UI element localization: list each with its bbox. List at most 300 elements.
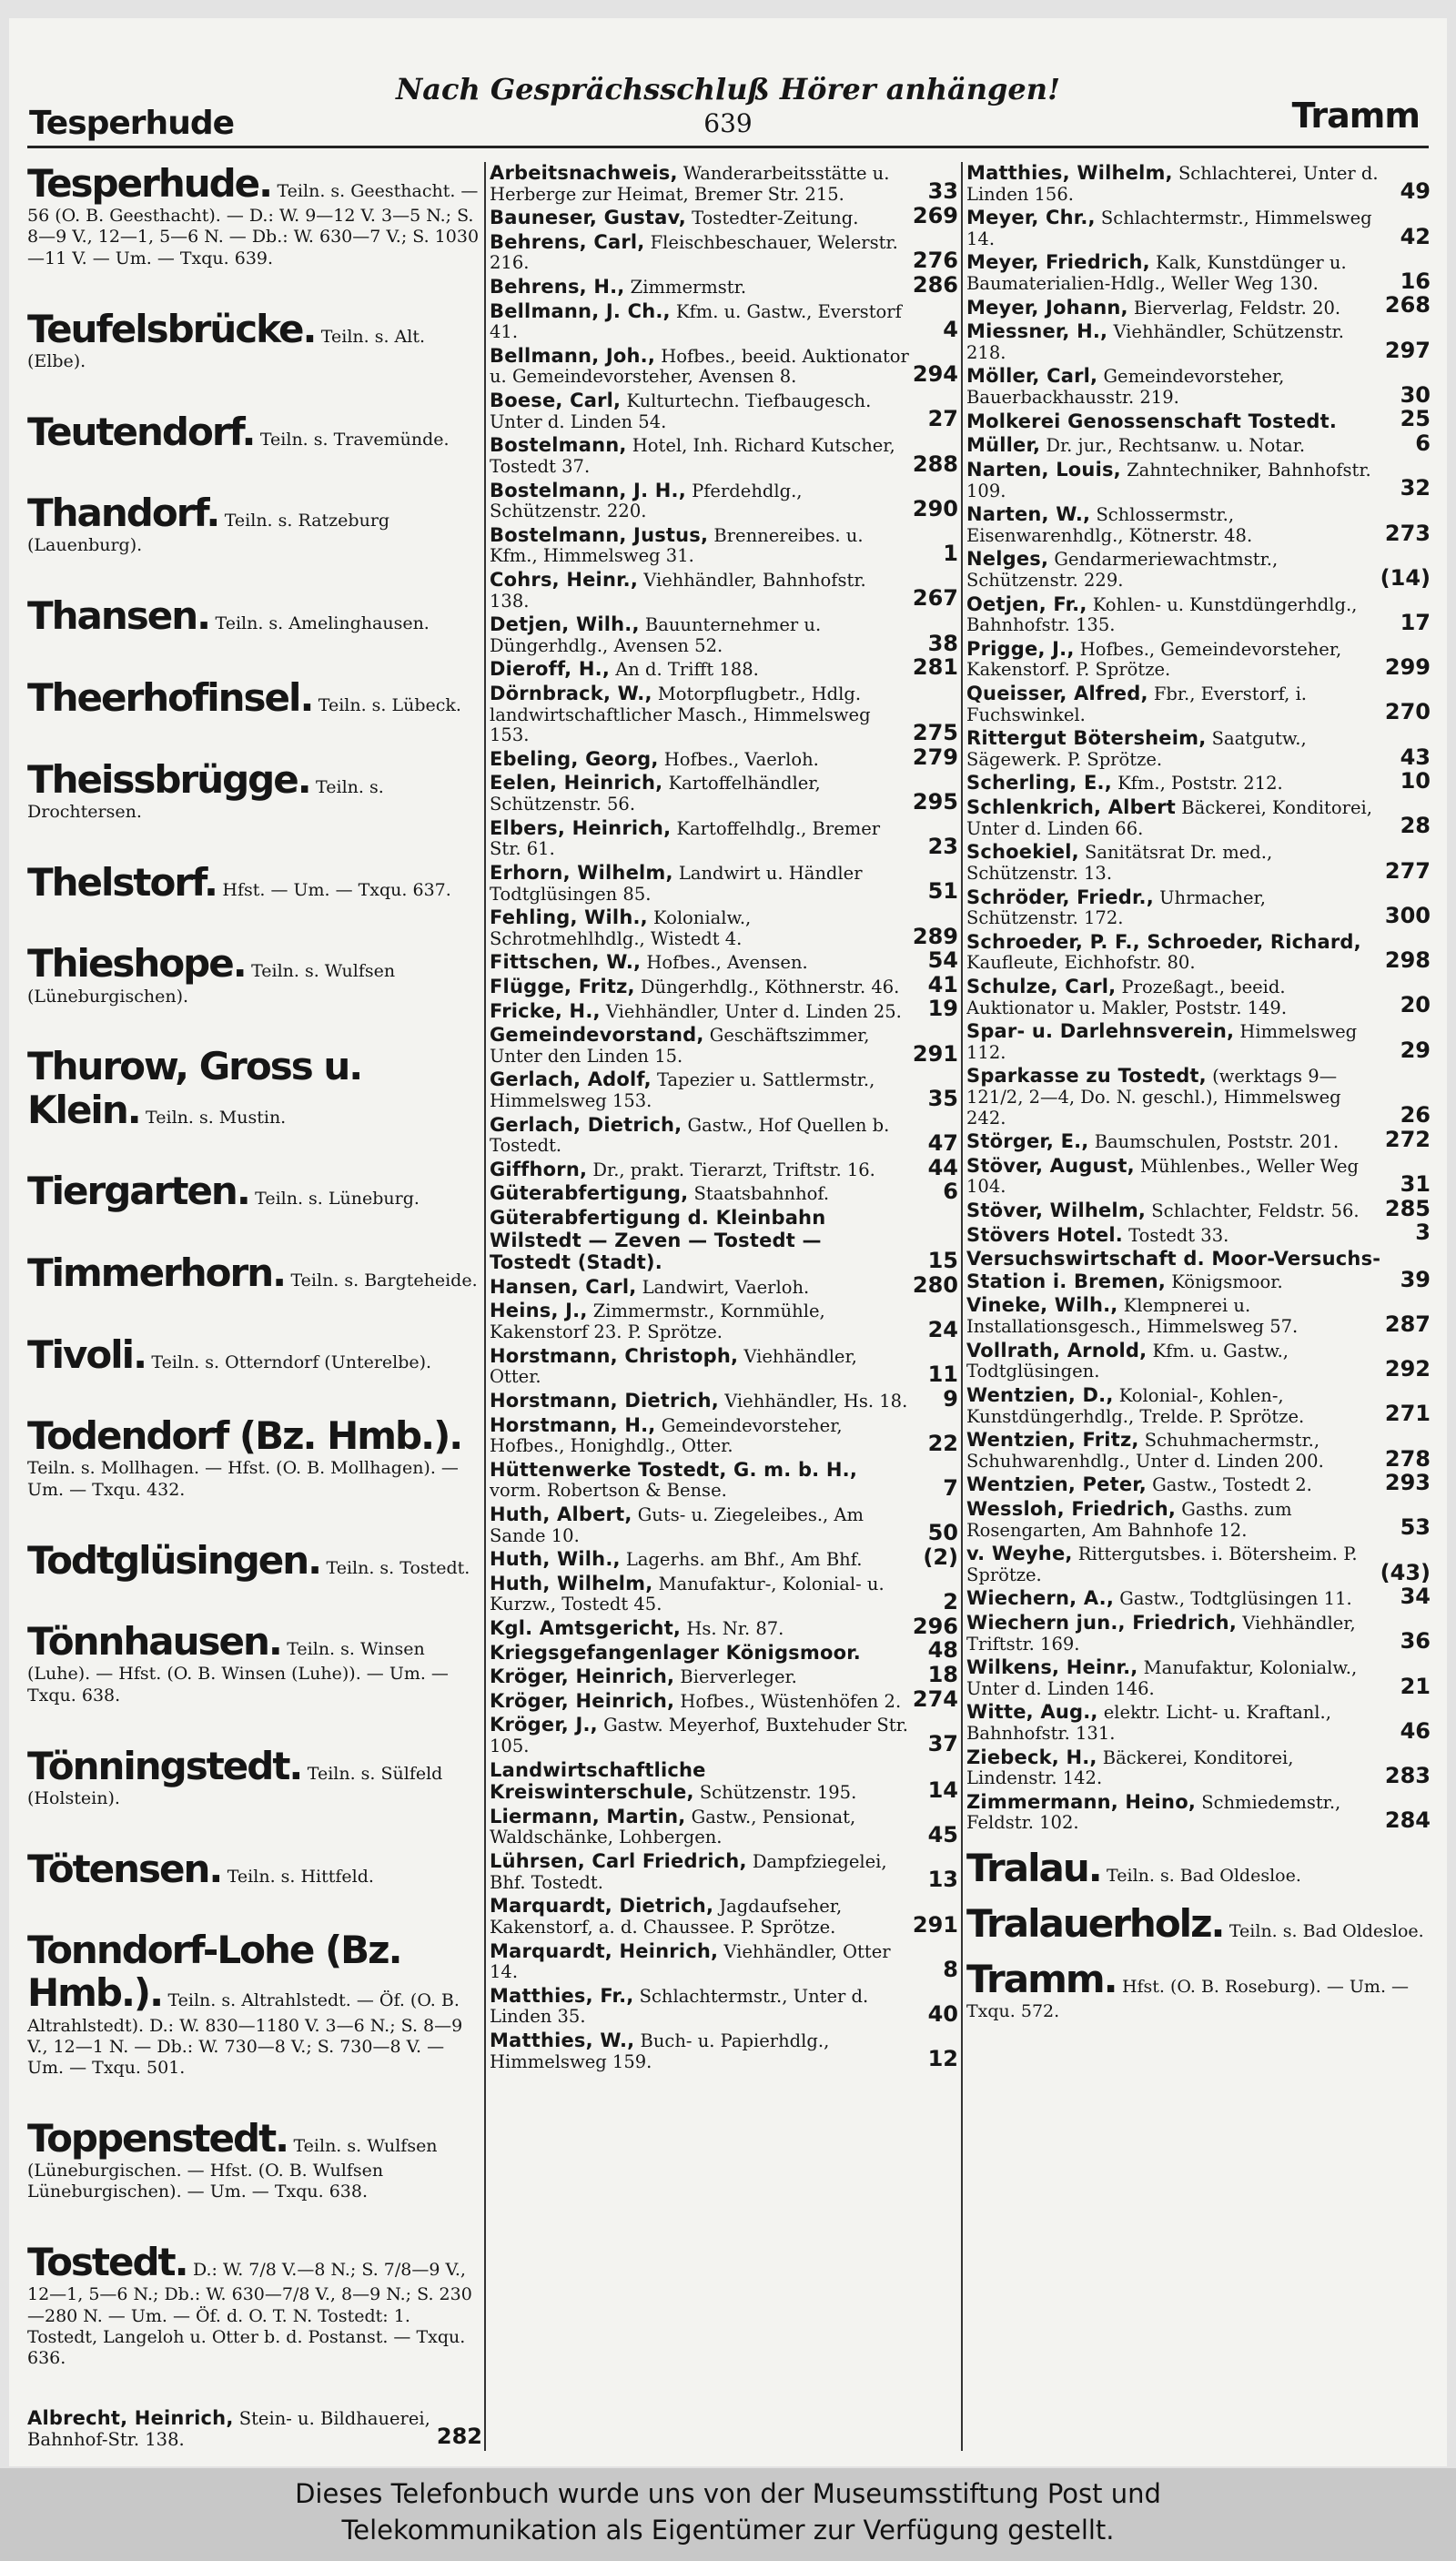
place-name: Tostedt. xyxy=(27,2240,187,2285)
phone-number: 277 xyxy=(1384,857,1431,884)
subscriber-name: Huth, Wilhelm, xyxy=(490,1572,653,1594)
subscriber-name: Vineke, Wilh., xyxy=(966,1294,1118,1317)
subscriber-entry xyxy=(966,1656,1431,1699)
subscriber-name: Cohrs, Heinr., xyxy=(490,568,639,591)
subscriber-name: Horstmann, H., xyxy=(490,1413,656,1436)
place-entry xyxy=(27,1620,482,1706)
subscriber-details: Viehhändler, Schützenstr. 218. xyxy=(966,321,1344,363)
subscriber-entry xyxy=(966,1195,1431,1222)
place-name: Tesperhude. xyxy=(27,162,272,206)
subscriber-details: Gastw., Pensionat, Waldschänke, Lohbergen. xyxy=(490,1806,856,1848)
phone-number: 300 xyxy=(1384,902,1431,928)
subscriber-entry xyxy=(490,1662,958,1688)
place-details: Hfst. (O. B. Roseburg). — Um. — Txqu. 572. xyxy=(966,1977,1410,2022)
place-entry xyxy=(27,1928,482,2078)
subscriber-details: Pferdehdlg., Schützenstr. 220. xyxy=(490,480,803,522)
subscriber-details: Tapezier u. Sattlermstr., Himmelsweg 153. xyxy=(490,1069,875,1111)
subscriber-name: Narten, W., xyxy=(966,503,1091,526)
subscriber-details: Prozeßagt., beeid. Auktionator u. Makler, Poststr. 149. xyxy=(966,976,1288,1018)
place-name: Tonndorf-Lohe (Bz. Hmb.). xyxy=(27,1928,401,2016)
subscriber-name: Landwirtschaftliche Kreiswinterschule, xyxy=(490,1758,706,1804)
subscriber-details: Saatgutw., Sägewerk. P. Sprötze. xyxy=(966,728,1307,770)
place-entry xyxy=(27,1169,482,1212)
phone-number: 293 xyxy=(1384,1470,1431,1496)
subscriber-name: Sparkasse zu Tostedt, xyxy=(966,1065,1207,1088)
subscriber-name: Vollrath, Arnold, xyxy=(966,1339,1148,1361)
column-divider xyxy=(484,162,486,2451)
subscriber-name: Behrens, Carl, xyxy=(490,230,645,253)
place-entry xyxy=(27,594,482,637)
subscriber-entry xyxy=(966,1384,1431,1427)
subscriber-name: Gerlach, Adolf, xyxy=(490,1068,652,1091)
subscriber-details: Königsmoor. xyxy=(1171,1270,1283,1292)
phone-number: 286 xyxy=(912,271,958,298)
subscriber-details: Landwirt, Vaerloh. xyxy=(642,1276,810,1298)
subscriber-entry xyxy=(490,1714,958,1756)
header-last-keyword: Tramm xyxy=(1291,96,1420,136)
phone-number: 18 xyxy=(927,1662,958,1687)
subscriber-details: An d. Trifft 188. xyxy=(615,659,759,681)
phone-number: 17 xyxy=(1400,609,1431,635)
phone-number: 271 xyxy=(1384,1401,1431,1427)
phone-number: 42 xyxy=(1400,223,1431,249)
phone-number: 288 xyxy=(912,450,958,477)
place-name: Tiergarten. xyxy=(27,1169,249,1214)
subscriber-name: Queisser, Alfred, xyxy=(966,683,1148,705)
subscriber-details: Schmiedemstr., Feldstr. 102. xyxy=(966,1791,1341,1834)
phone-number: 31 xyxy=(1400,1171,1431,1198)
phone-number: 34 xyxy=(1400,1584,1431,1610)
subscriber-entry xyxy=(490,906,958,949)
column-divider xyxy=(961,162,963,2451)
place-details: Teiln. s. Lübeck. xyxy=(318,695,461,715)
subscriber-details: Mühlenbes., Weller Weg 104. xyxy=(966,1155,1360,1198)
place-entry xyxy=(27,1414,482,1500)
subscriber-entry xyxy=(966,1126,1431,1153)
phone-number: 32 xyxy=(1400,475,1431,501)
place-details: Teiln. s. Lüneburg. xyxy=(255,1189,420,1210)
place-details: Teiln. s. Mustin. xyxy=(146,1107,287,1128)
subscriber-details: Hotel, Inh. Richard Kutscher, Tostedt 37. xyxy=(490,435,895,477)
subscriber-entry xyxy=(490,480,958,522)
phone-number: 41 xyxy=(927,971,958,997)
place-details: Teiln. s. Bargteheide. xyxy=(290,1270,478,1291)
place-details: Teiln. s. Otterndorf (Unterelbe). xyxy=(151,1351,432,1372)
subscriber-details: Kartoffelhdlg., Bremer Str. 61. xyxy=(490,817,881,860)
phone-number: 285 xyxy=(1384,1195,1431,1221)
phone-number: (2) xyxy=(923,1544,958,1570)
subscriber-entry xyxy=(966,1065,1431,1129)
subscriber-details: Kfm. u. Gastw., Everstorf 41. xyxy=(490,300,902,343)
phone-number: 1 xyxy=(943,541,958,567)
subscriber-details: Uhrmacher, Schützenstr. 172. xyxy=(966,886,1266,929)
place-details: Teiln. s. Tostedt. xyxy=(326,1557,470,1578)
subscriber-name: Boese, Carl, xyxy=(490,390,622,412)
subscriber-name: Miessner, H., xyxy=(966,320,1108,343)
subscriber-name: Wiechern, A., xyxy=(966,1587,1115,1610)
subscriber-entry xyxy=(490,947,958,974)
place-details: Teiln. s. Drochtersen. xyxy=(27,776,384,822)
subscriber-details: Hs. Nr. 87. xyxy=(686,1618,784,1639)
subscriber-details: Gemeindevorsteher, Hofbes., Honighdlg., Otter. xyxy=(490,1414,843,1457)
phone-number: 43 xyxy=(1400,744,1431,770)
subscriber-entry xyxy=(490,300,958,343)
subscriber-details: Hofbes., Wüstenhöfen 2. xyxy=(680,1690,902,1712)
subscriber-details: Viehhändler, Hs. 18. xyxy=(724,1390,908,1412)
subscriber-entry xyxy=(966,976,1431,1018)
phone-number: 12 xyxy=(927,2046,958,2072)
subscriber-entry xyxy=(490,162,958,205)
subscriber-name: Scherling, E., xyxy=(966,772,1112,795)
subscriber-details: Kohlen- u. Kunstdüngerhdlg., Bahnhofstr. 135. xyxy=(966,593,1358,636)
subscriber-name: Schroeder, P. F., Schroeder, Richard, xyxy=(966,930,1361,953)
subscriber-name: Schlenkrich, Albert xyxy=(966,796,1177,819)
phone-number: 294 xyxy=(912,361,958,388)
subscriber-name: Wentzien, D., xyxy=(966,1383,1114,1406)
phone-number: 6 xyxy=(943,1179,958,1205)
phone-number: 296 xyxy=(912,1613,958,1639)
subscriber-name: Ziebeck, H., xyxy=(966,1746,1097,1768)
subscriber-entry xyxy=(490,654,958,681)
phone-number: 19 xyxy=(927,996,958,1022)
subscriber-name: Behrens, H., xyxy=(490,276,625,299)
subscriber-details: Hofbes., Gemeindevorsteher, Kakenstorf. P. Sprötze. xyxy=(966,638,1342,681)
subscriber-entry xyxy=(490,1985,958,2028)
phone-number: 49 xyxy=(1400,178,1431,205)
subscriber-entry xyxy=(27,2407,482,2450)
header-notice: Nach Gesprächsschluß Hörer anhängen! xyxy=(395,72,1061,106)
phone-number: 7 xyxy=(943,1475,958,1502)
subscriber-name: Bostelmann, xyxy=(490,434,627,457)
subscriber-name: Meyer, Friedrich, xyxy=(966,251,1150,274)
subscriber-entry xyxy=(490,613,958,656)
place-name: Theerhofinsel. xyxy=(27,675,313,720)
subscriber-details: Dr. jur., Rechtsanw. u. Notar. xyxy=(1046,435,1306,457)
phone-number: 284 xyxy=(1384,1807,1431,1834)
subscriber-details: Fleischbeschauer, Welerstr. 216. xyxy=(490,231,898,274)
subscriber-details: (werktags 9—121/2, 2—4, Do. N. geschl.), Himmelsweg 242. xyxy=(966,1066,1341,1129)
subscriber-details: Düngerhdlg., Köthnerstr. 46. xyxy=(640,976,900,997)
subscriber-name: Schulze, Carl, xyxy=(966,975,1117,997)
page-number: 639 xyxy=(703,108,753,138)
subscriber-entry xyxy=(490,1114,958,1157)
subscriber-details: Gemeindevorsteher, Bauerbackhausstr. 219. xyxy=(966,366,1285,409)
subscriber-details: Klempnerei u. Installationsgesch., Himmelsweg 57. xyxy=(966,1295,1299,1338)
subscriber-name: Dörnbrack, W., xyxy=(490,683,652,705)
subscriber-details: Staatsbahnhof. xyxy=(693,1183,830,1205)
phone-number: 13 xyxy=(927,1867,958,1893)
subscriber-name: Marquardt, Heinrich, xyxy=(490,1939,719,1962)
subscriber-details: Gastw., Hof Quellen b. Tostedt. xyxy=(490,1114,890,1157)
subscriber-details: Schlossermstr., Eisenwarenhdlg., Kötnerstr. 48. xyxy=(966,504,1253,546)
place-entry xyxy=(27,861,482,904)
subscriber-details: Viehhändler, Bahnhofstr. 138. xyxy=(490,569,866,612)
phone-number: 291 xyxy=(912,1040,958,1067)
phone-number: 22 xyxy=(927,1430,958,1456)
column-3 xyxy=(966,162,1431,2455)
subscriber-entry xyxy=(966,638,1431,681)
subscriber-name: Huth, Wilh., xyxy=(490,1548,621,1571)
place-details: Teiln. s. Travemünde. xyxy=(259,429,450,450)
subscriber-details: Viehhändler, Otter 14. xyxy=(490,1940,891,1983)
place-name: Tötensen. xyxy=(27,1846,222,1891)
subscriber-entry xyxy=(490,1300,958,1342)
subscriber-name: Hansen, Carl, xyxy=(490,1275,637,1298)
subscriber-entry xyxy=(490,1459,958,1502)
place-name: Thieshope. xyxy=(27,941,246,987)
subscriber-details: Kfm., Poststr. 212. xyxy=(1117,773,1283,795)
subscriber-name: Dieroff, H., xyxy=(490,658,610,681)
phone-number: 48 xyxy=(927,1637,958,1664)
subscriber-details: Bäckerei, Konditorei, Unter d. Linden 66. xyxy=(966,797,1372,839)
subscriber-name: Schoekiel, xyxy=(966,841,1079,864)
subscriber-name: Erhorn, Wilhelm, xyxy=(490,861,673,884)
subscriber-name: Kröger, Heinrich, xyxy=(490,1689,675,1712)
subscriber-name: Kriegsgefangenlager Königsmoor. xyxy=(490,1641,861,1664)
header-first-keyword: Tesperhude xyxy=(29,105,235,142)
subscriber-name: Elbers, Heinrich, xyxy=(490,816,672,839)
subscriber-details: Schlachterei, Unter d. Linden 156. xyxy=(966,163,1379,205)
place-details: Teiln. s. Wulfsen (Lüneburgischen. — Hfst. (O. B. Wulfsen Lüneburgischen). — Um. — Txqu. 638. xyxy=(27,2136,438,2202)
place-details: Teiln. s. Alt. (Elbe). xyxy=(27,326,426,371)
subscriber-details: Buch- u. Papierhdlg., Himmelsweg 159. xyxy=(490,2030,830,2072)
phone-number: 281 xyxy=(912,654,958,681)
subscriber-name: Heins, J., xyxy=(490,1300,588,1322)
subscriber-entry xyxy=(490,996,958,1023)
subscriber-entry xyxy=(966,1155,1431,1198)
subscriber-entry xyxy=(966,459,1431,501)
subscriber-details: Schützenstr. 195. xyxy=(699,1782,857,1804)
subscriber-entry xyxy=(490,1024,958,1067)
subscriber-entry xyxy=(490,1613,958,1640)
subscriber-entry xyxy=(966,931,1431,974)
place-details: Teiln. s. Wulfsen (Lüneburgischen). xyxy=(27,961,396,1007)
subscriber-entry xyxy=(966,1470,1431,1496)
subscriber-entry xyxy=(490,1850,958,1893)
phone-number: 272 xyxy=(1384,1126,1431,1152)
place-details: Teiln. s. Mollhagen. — Hfst. (O. B. Mollhagen). — Um. — Txqu. 432. xyxy=(27,1458,459,1500)
subscriber-name: Huth, Albert, xyxy=(490,1503,632,1525)
phone-number: 273 xyxy=(1384,520,1431,546)
subscriber-name: Giffhorn, xyxy=(490,1158,588,1180)
subscriber-entry xyxy=(966,1746,1431,1789)
place-name: Todendorf (Bz. Hmb.). xyxy=(27,1413,462,1459)
subscriber-name: Kgl. Amtsgericht, xyxy=(490,1617,682,1639)
place-details: Teiln. s. Bad Oldesloe. xyxy=(1107,1866,1301,1887)
subscriber-entry xyxy=(490,2030,958,2072)
subscriber-name: Narten, Louis, xyxy=(966,458,1121,481)
subscriber-entry xyxy=(966,365,1431,408)
subscriber-details: Dampfziegelei, Bhf. Tostedt. xyxy=(490,1851,887,1893)
place-entry xyxy=(27,2241,482,2368)
place-entry xyxy=(966,1958,1431,2021)
place-entry xyxy=(27,1847,482,1890)
subscriber-entry xyxy=(490,1759,958,1804)
subscriber-entry xyxy=(490,231,958,274)
place-entry xyxy=(27,942,482,1006)
subscriber-entry xyxy=(966,1701,1431,1744)
subscriber-entry xyxy=(966,1584,1431,1610)
subscriber-entry xyxy=(966,1340,1431,1382)
subscriber-details: Gastw. Meyerhof, Buxtehuder Str. 105. xyxy=(490,1715,908,1757)
subscriber-details: Gasths. zum Rosengarten, Am Bahnhofe 12. xyxy=(966,1498,1292,1541)
phone-number: 23 xyxy=(927,834,958,860)
phone-number: 35 xyxy=(927,1085,958,1111)
phone-number: 2 xyxy=(943,1589,958,1615)
subscriber-name: Horstmann, Dietrich, xyxy=(490,1389,719,1412)
phone-number: 276 xyxy=(912,248,958,274)
subscriber-details: Hofbes., Avensen. xyxy=(646,952,808,974)
subscriber-details: Zahntechniker, Bahnhofstr. 109. xyxy=(966,459,1371,501)
subscriber-details: Landwirt u. Händler Todtglüsingen 85. xyxy=(490,862,863,905)
subscriber-name: Fricke, H., xyxy=(490,999,601,1022)
phone-number: 3 xyxy=(1415,1220,1431,1246)
subscriber-entry xyxy=(966,1294,1431,1337)
phone-number: 4 xyxy=(943,317,958,343)
subscriber-name: Matthies, W., xyxy=(490,2029,635,2051)
subscriber-name: Versuchswirtschaft d. Moor-Versuchs-Station i. Bremen, xyxy=(966,1248,1381,1292)
phone-number: 21 xyxy=(1400,1673,1431,1699)
place-name: Tralau. xyxy=(966,1846,1101,1891)
subscriber-entry xyxy=(490,862,958,905)
place-name: Tönnhausen. xyxy=(27,1619,281,1665)
subscriber-details: Guts- u. Ziegeleibes., Am Sande 10. xyxy=(490,1503,864,1546)
subscriber-name: Bostelmann, Justus, xyxy=(490,523,709,546)
phone-number: 274 xyxy=(912,1685,958,1712)
phone-number: 36 xyxy=(1400,1628,1431,1655)
subscriber-name: Störger, E., xyxy=(966,1130,1089,1153)
place-name: Tönningstedt. xyxy=(27,1743,302,1788)
subscriber-name: Matthies, Wilhelm, xyxy=(966,162,1173,184)
subscriber-details: Jagdaufseher, Kakenstorf, a. d. Chaussee. P. Sprötze. xyxy=(490,1896,843,1938)
phone-number: 38 xyxy=(927,630,958,656)
place-details: Teiln. s. Amelinghausen. xyxy=(215,613,430,634)
subscriber-entry xyxy=(966,593,1431,636)
subscriber-entry xyxy=(966,162,1431,205)
phone-number: 27 xyxy=(927,406,958,432)
phone-number: 39 xyxy=(1400,1266,1431,1292)
place-name: Thandorf. xyxy=(27,491,219,536)
subscriber-entry xyxy=(490,390,958,432)
subscriber-details: Schlachtermstr., Unter d. Linden 35. xyxy=(490,1985,869,2028)
place-details: Teiln. s. Altrahlstedt. — Öf. (O. B. Altrahlstedt). D.: W. 830—1180 V. 3—6 N.; S. 8—9 V., 12—1 N. — Db.: W. 730—8 V.; S. 730—8 V. — Um. — Txqu. 501. xyxy=(27,1990,463,2079)
subscriber-entry xyxy=(966,1498,1431,1541)
place-entry xyxy=(27,1539,482,1582)
phone-number: 15 xyxy=(927,1248,958,1274)
phone-number: 289 xyxy=(912,923,958,949)
subscriber-name: Müller, xyxy=(966,434,1041,457)
subscriber-entry xyxy=(966,727,1431,770)
subscriber-name: Güterabfertigung d. Kleinbahn Wilstedt — Zeven — Tostedt — Tostedt (Stadt). xyxy=(490,1207,826,1274)
phone-number: 270 xyxy=(1384,699,1431,725)
subscriber-details: Dr., prakt. Tierarzt, Triftstr. 16. xyxy=(592,1159,875,1180)
subscriber-entry xyxy=(490,971,958,998)
subscriber-name: Albrecht, Heinrich, xyxy=(27,2407,234,2430)
subscriber-entry xyxy=(966,320,1431,363)
subscriber-name: Fittschen, W., xyxy=(490,951,642,974)
phone-number: 279 xyxy=(912,744,958,770)
subscriber-details: Kartoffelhändler, Schützenstr. 56. xyxy=(490,773,821,815)
subscriber-entry xyxy=(490,1207,958,1274)
subscriber-entry xyxy=(490,345,958,388)
footer-note xyxy=(0,2468,1456,2561)
subscriber-entry xyxy=(490,1414,958,1457)
subscriber-details: Stein- u. Bildhauerei, Bahnhof-Str. 138. xyxy=(27,2408,430,2450)
subscriber-details: Schlachter, Feldstr. 56. xyxy=(1151,1200,1360,1222)
phone-number: 16 xyxy=(1400,268,1431,294)
subscriber-entry xyxy=(966,683,1431,725)
subscriber-entry xyxy=(490,1068,958,1111)
place-entry xyxy=(27,410,482,453)
subscriber-details: Rittergutsbes. i. Bötersheim. P. Sprötze. xyxy=(966,1544,1358,1585)
subscriber-entry xyxy=(966,796,1431,839)
subscriber-name: Wentzien, Peter, xyxy=(966,1473,1147,1496)
subscriber-details: Baumschulen, Poststr. 201. xyxy=(1094,1131,1340,1153)
subscriber-details: Lagerhs. am Bhf., Am Bhf. xyxy=(625,1549,863,1571)
subscriber-name: Fehling, Wilh., xyxy=(490,906,648,929)
subscriber-details: Gastw., Tostedt 2. xyxy=(1152,1474,1312,1496)
subscriber-details: Hofbes., Vaerloh. xyxy=(663,748,819,770)
place-entry xyxy=(27,491,482,555)
subscriber-name: Matthies, Fr., xyxy=(490,1984,634,2007)
subscriber-name: Stöver, August, xyxy=(966,1154,1135,1177)
subscriber-details: Hofbes., beeid. Auktionator u. Gemeindevorsteher, Avensen 8. xyxy=(490,345,909,388)
phone-number: 287 xyxy=(1384,1311,1431,1337)
subscriber-details: Schuhmachermstr., Schuhwarenhdlg., Unter d. Linden 200. xyxy=(966,1430,1324,1472)
place-entry xyxy=(27,1333,482,1376)
phone-number: 33 xyxy=(927,178,958,205)
page-header xyxy=(9,68,1447,150)
subscriber-details: Viehhändler, Triftstr. 169. xyxy=(966,1613,1356,1655)
place-entry xyxy=(27,2117,482,2202)
subscriber-entry xyxy=(490,1637,958,1665)
phone-number: 267 xyxy=(912,585,958,612)
subscriber-details: Kolonial-, Kohlen-, Kunstdüngerhdlg., Trelde. P. Sprötze. xyxy=(966,1384,1305,1427)
subscriber-name: Wessloh, Friedrich, xyxy=(966,1497,1177,1520)
place-details: Teiln. s. Ratzeburg (Lauenburg). xyxy=(27,511,390,556)
place-entry xyxy=(966,1902,1431,1945)
subscriber-entry xyxy=(490,434,958,477)
subscriber-entry xyxy=(966,1429,1431,1472)
subscriber-name: Meyer, Chr., xyxy=(966,207,1096,229)
subscriber-name: Wentzien, Fritz, xyxy=(966,1429,1139,1452)
subscriber-details: Gastw., Todtglüsingen 11. xyxy=(1119,1588,1352,1610)
phone-number: 278 xyxy=(1384,1445,1431,1472)
phone-number: 26 xyxy=(1400,1102,1431,1129)
subscriber-entry xyxy=(490,817,958,860)
subscriber-details: elektr. Licht- u. Kraftanl., Bahnhofstr. 131. xyxy=(966,1702,1331,1745)
subscriber-name: Stöver, Wilhelm, xyxy=(966,1200,1147,1222)
phone-number: 297 xyxy=(1384,337,1431,363)
place-details: D.: W. 7/8 V.—8 N.; S. 7/8—9 V., 12—1, 5—6 N.; Db.: W. 630—7/8 V., 8—9 N.; S. 230—280 N. — Um. — Öf. d. O. T. N. Tostedt: 1. Tostedt, Langeloh u. Otter b. d. Postanst. — Txqu. 636. xyxy=(27,2260,472,2369)
place-entry xyxy=(27,1745,482,1808)
subscriber-entry xyxy=(966,1791,1431,1834)
place-name: Todtglüsingen. xyxy=(27,1537,321,1583)
subscriber-entry xyxy=(966,1020,1431,1063)
phone-number: 268 xyxy=(1384,292,1431,319)
subscriber-entry xyxy=(966,841,1431,884)
subscriber-details: Manufaktur, Kolonialw., Unter d. Linden 146. xyxy=(966,1657,1358,1699)
subscriber-entry xyxy=(490,683,958,746)
subscriber-name: Nelges, xyxy=(966,548,1049,571)
subscriber-details: Kalk, Kunstdünger u. Baumaterialien-Hdlg., Weller Weg 130. xyxy=(966,252,1347,295)
subscriber-details: Kaufleute, Eichhofstr. 80. xyxy=(966,952,1196,974)
place-name: Thurow, Gross u. Klein. xyxy=(27,1044,362,1132)
subscriber-name: Lührsen, Carl Friedrich, xyxy=(490,1850,747,1873)
phone-number: 283 xyxy=(1384,1763,1431,1789)
subscriber-details: Bierverlag, Feldstr. 20. xyxy=(1133,297,1341,319)
phone-number: 46 xyxy=(1400,1717,1431,1744)
